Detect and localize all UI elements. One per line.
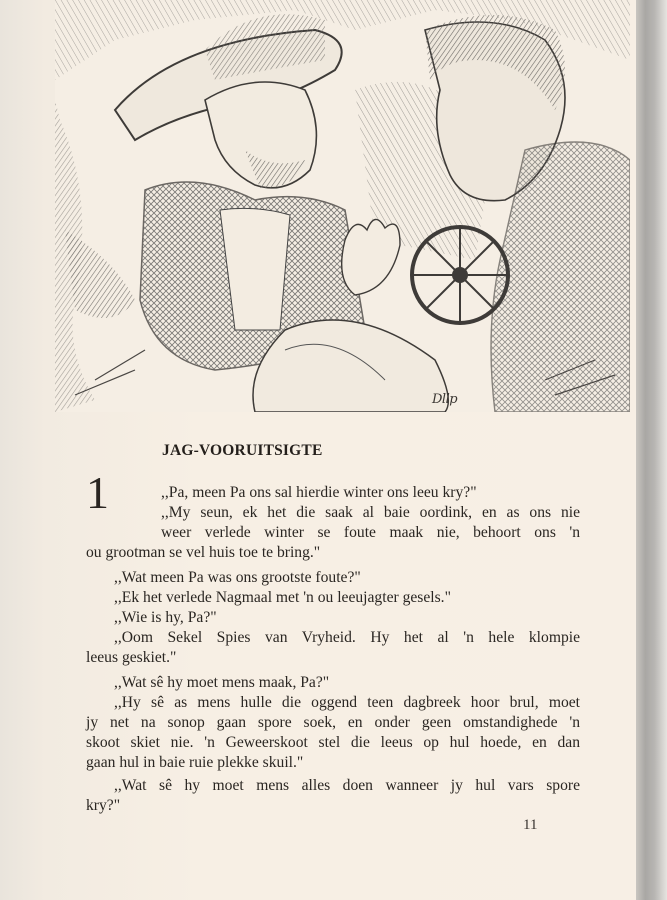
text-line: ou grootman se vel huis toe te bring." bbox=[86, 544, 321, 561]
illustrator-signature: Dllp bbox=[432, 392, 458, 407]
page-number: 11 bbox=[523, 817, 538, 833]
text-line: ,,Hy sê as mens hulle die oggend teen dagbreek hoor brul, moet bbox=[114, 694, 580, 711]
text-line: ,,Oom Sekel Spies van Vryheid. Hy het al 'n hele klompie bbox=[114, 629, 580, 646]
text-line: skoot skiet nie. 'n Geweerskoot stel die leeus op hul hoede, en dan bbox=[86, 734, 580, 751]
text-line: leeus geskiet." bbox=[86, 649, 177, 666]
text-line: ,,Wie is hy, Pa?" bbox=[114, 609, 217, 626]
text-line: ,,Wat sê hy moet mens alles doen wanneer jy hul vars spore bbox=[114, 777, 580, 794]
text-line: jy net na sonop gaan spore soek, en onder geen omstandighede 'n bbox=[86, 714, 580, 731]
text-line: ,,Pa, meen Pa ons sal hierdie winter ons leeu kry?" bbox=[161, 484, 477, 501]
text-line: ,,Wat meen Pa was ons grootste foute?" bbox=[114, 569, 361, 586]
text-line: gaan hul in baie ruie plekke skuil." bbox=[86, 754, 304, 771]
text-line: kry?" bbox=[86, 797, 121, 814]
chapter-title: JAG-VOORUITSIGTE bbox=[162, 442, 323, 459]
text-line: ,,My seun, ek het die saak al baie oordink, en as ons nie bbox=[161, 504, 580, 521]
chapter-number: 1 bbox=[86, 467, 109, 518]
page-edge-shadow bbox=[636, 0, 667, 900]
chapter-illustration bbox=[55, 0, 630, 412]
text-line: ,,Ek het verlede Nagmaal met 'n ou leeujagter gesels." bbox=[114, 589, 451, 606]
text-line: weer verlede winter se foute maak nie, behoort ons 'n bbox=[161, 524, 580, 541]
text-line: ,,Wat sê hy moet mens maak, Pa?" bbox=[114, 674, 330, 691]
illustration-drawing bbox=[55, 0, 630, 412]
